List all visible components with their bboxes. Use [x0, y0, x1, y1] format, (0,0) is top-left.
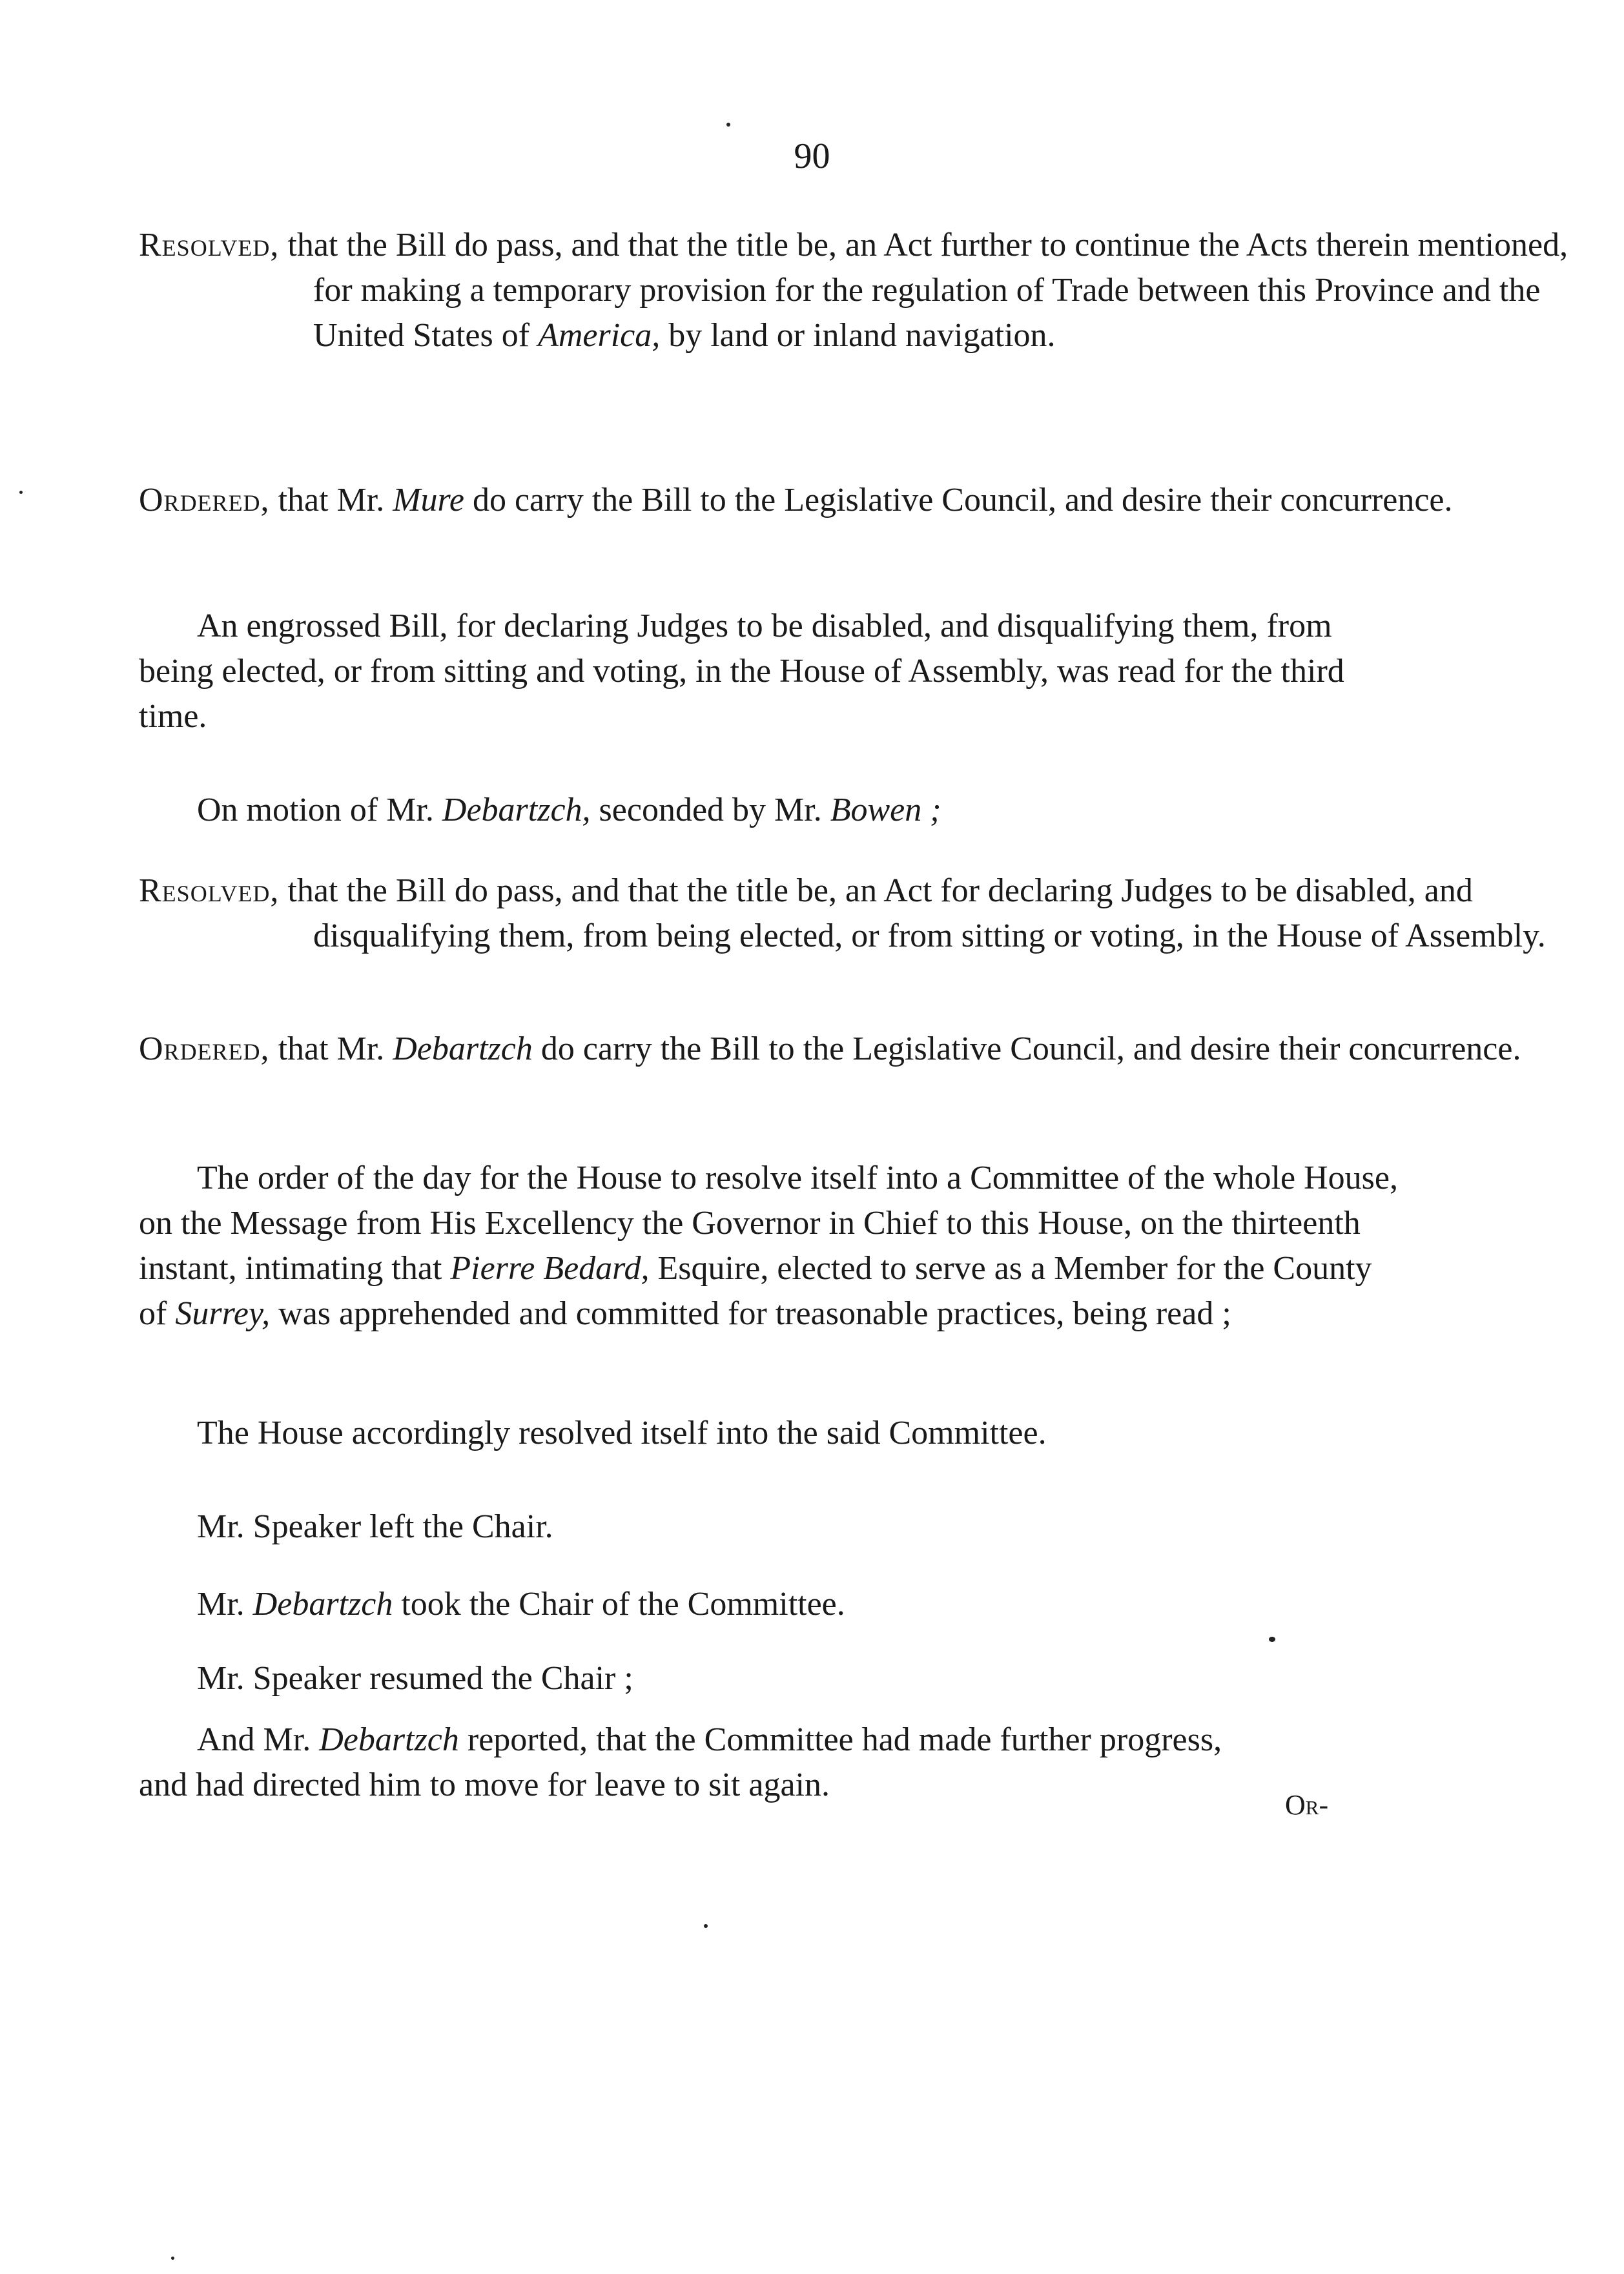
paragraph-text: And Mr.	[197, 1721, 311, 1758]
paragraph-tail: do carry the Bill to the Legislative Council, and desire their concurrence.	[472, 482, 1453, 518]
resolved-lead: Resolved,	[139, 872, 280, 909]
paragraph-italic: Debartzch	[393, 1030, 533, 1067]
paragraph-text: The order of the day for the House to resolve itself into a Committee of the whole House, on the Message from His Excellency the Governor in Chief to this House, on the thirteenth instant, intimating that	[139, 1160, 1398, 1287]
ordered-lead: Ordered,	[139, 1030, 270, 1067]
paragraph-tail: do carry the Bill to the Legislative Council, and desire their concurrence.	[540, 1030, 1521, 1067]
resolved-paragraph-1	[139, 223, 1572, 358]
paragraph-tail: by land or inland navigation.	[668, 317, 1056, 354]
scan-speck	[19, 491, 23, 494]
paragraph-italic: Mure	[393, 482, 464, 518]
report-paragraph	[139, 1717, 1269, 1808]
page-number: 90	[794, 136, 830, 176]
resolved-lead: Resolved,	[139, 227, 280, 263]
paragraph-italic: Debartzch,	[442, 792, 591, 828]
scan-speck	[726, 123, 730, 127]
ordered-paragraph-2	[139, 1027, 1572, 1072]
chair-taken-paragraph	[139, 1582, 1398, 1627]
ordered-lead: Ordered,	[139, 482, 270, 518]
paragraph-tail: Esquire, elected to serve as a Member for the County of	[139, 1250, 1372, 1332]
paragraph-tail-2: was apprehended and committed for treasonable practices, being read ;	[278, 1295, 1231, 1332]
paragraph-italic: America,	[538, 317, 661, 354]
paragraph-text: that Mr.	[278, 482, 385, 518]
catchword: Or-	[1285, 1789, 1329, 1821]
scan-speck	[171, 2257, 174, 2260]
resolved-paragraph-2	[139, 868, 1572, 959]
motion-paragraph	[139, 788, 1398, 833]
paragraph-text: An engrossed Bill, for declaring Judges to be disabled, and disqualifying them, from being elected, or from sitting and voting, in the House of Assembly, was read for the third time.	[139, 608, 1344, 735]
order-of-day-paragraph	[139, 1156, 1398, 1337]
speaker-resumed-paragraph	[139, 1656, 1398, 1701]
paragraph-text: that the Bill do pass, and that the title be, an Act further to continue the Acts therein mentioned, for making a temporary provision for the regulation of Trade between this Province and the United States of	[287, 227, 1568, 354]
paragraph-tail: reported, that the Committee had made further progress, and had directed him to move for leave to sit again.	[139, 1721, 1222, 1803]
paragraph-italic: Pierre Bedard,	[450, 1250, 650, 1287]
paragraph-text: The House accordingly resolved itself into the said Committee.	[197, 1415, 1047, 1451]
paragraph-text: Mr. Speaker resumed the Chair ;	[197, 1660, 633, 1697]
paragraph-text: Mr.	[197, 1586, 245, 1623]
paragraph-italic: Debartzch	[252, 1586, 393, 1623]
paragraph-tail: seconded by Mr.	[599, 792, 822, 828]
paragraph-text: that Mr.	[278, 1030, 385, 1067]
paragraph-text: that the Bill do pass, and that the title be, an Act for declaring Judges to be disabled, and disqualifying them, from being elected, or from sitting or voting, in the House of Assembly.	[287, 872, 1546, 954]
paragraph-text: Mr. Speaker left the Chair.	[197, 1508, 553, 1545]
paragraph-tail: took the Chair of the Committee.	[401, 1586, 845, 1623]
committee-resolved-paragraph	[139, 1411, 1398, 1456]
paragraph-italic-2: Bowen ;	[830, 792, 941, 828]
ordered-paragraph-1	[139, 478, 1572, 523]
paragraph-text: On motion of Mr.	[197, 792, 434, 828]
engrossed-bill-paragraph	[139, 604, 1398, 739]
speaker-left-paragraph	[139, 1504, 1398, 1550]
scan-speck	[1269, 1637, 1275, 1642]
paragraph-italic-2: Surrey,	[175, 1295, 271, 1332]
scan-speck	[704, 1924, 708, 1928]
paragraph-italic: Debartzch	[319, 1721, 459, 1758]
